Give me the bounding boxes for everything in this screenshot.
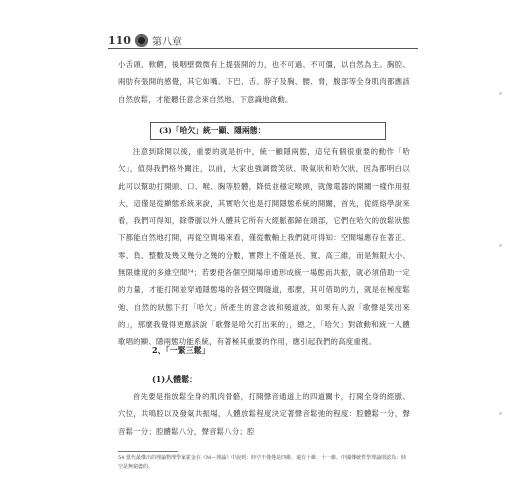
paragraph-2: 注意到除開以後，重要的就是折中，統一顧隱兩態，這兒有個很重要的動作「哈欠」，值得我們格外關注，以前，大家也強調微笑狀、吸氣狀和哈欠狀，因為都明白以此可以幫助打開頭、口、喉、胸等腔體，降低並穩定喉頭，就像電器的開關一樣作用很大，這僅是從顯態系統來說，其實哈欠也是打開隱態系統的開關，首先，從經絡學說來看，我們可得知，除帶脈以外人體其它所有大經脈都歸在頭部，它們在哈欠的放鬆狀態下都能自然地打開，再從空間場來看，僅從數軸上我們就可得知：空間場應存在著正、零、負、整數及幾又幾分之幾的分數，實際上不僅是長、寬、高三維，而是無限大小、無限維度的多維空間⁵⁴；若要使各個空間場串通形成統一場態而共振，就必須借助一定的力量，才能打開並穿通隱態場的各個空間隧道，那麼，其可借助的力，就是在極度鬆弛、自然的狀態下打「哈欠」所產生的意念波和頻道波，如果有人說「歌聲是笑出來的」，那麼我覺得更應該說「歌聲是哈欠打出來的」，總之，「哈欠」對啟動和統一人體歌唱的顯、隱兩態功能系統，有著極其重要的作用，應引起我們的高度重視。 [118,147,410,347]
paragraph-3: 首先要是指放鬆全身的肌肉骨骼，打開聲音通道上的四道關卡，打開全身的經脈、穴位，共鳴腔以及發氣共振場，人體放鬆程度決定著聲音鬆弛的程度：腔體鬆一分，聲音鬆一分；腔體鬆八分，聲音鬆八分；腔 [118,392,410,436]
section-heading-one-tight-three-loose: 2、「一緊三鬆」 [152,345,210,355]
binding-mark [499,244,502,247]
chapter-emblem-icon [135,34,148,47]
subsection-heading-body-relax: (1)人體鬆： [152,374,198,384]
footnote: 54 當代最傑出的理論物理學家霍金在《M—理論》中說到：時空不僅僅是四維，還有十維、十一維。中國傳統哲學理論則認為：時空是無窮盡的。 [118,455,407,470]
page-header [108,33,182,48]
binding-mark [499,92,502,95]
header-rule [108,48,418,49]
section-heading-yawn: (3)「哈欠」統一顯、隱兩態： [150,122,386,140]
page-number: 110 [108,34,131,47]
chapter-title: 第八章 [151,37,182,48]
footnote-rule [118,451,178,452]
paragraph-1: 小舌頭、軟齶，後咽壁微微有上提張開的力，也不可過、不可僵，以自然為主。胸腔、兩肋有張開的感覺，其它如嘴、下巴、舌、脖子及胸、腰、脅，腹部等全身肌肉都應該自然放鬆，才能聽任意念來自然地、下意識地啟動。 [118,60,410,104]
binding-mark [499,412,502,415]
